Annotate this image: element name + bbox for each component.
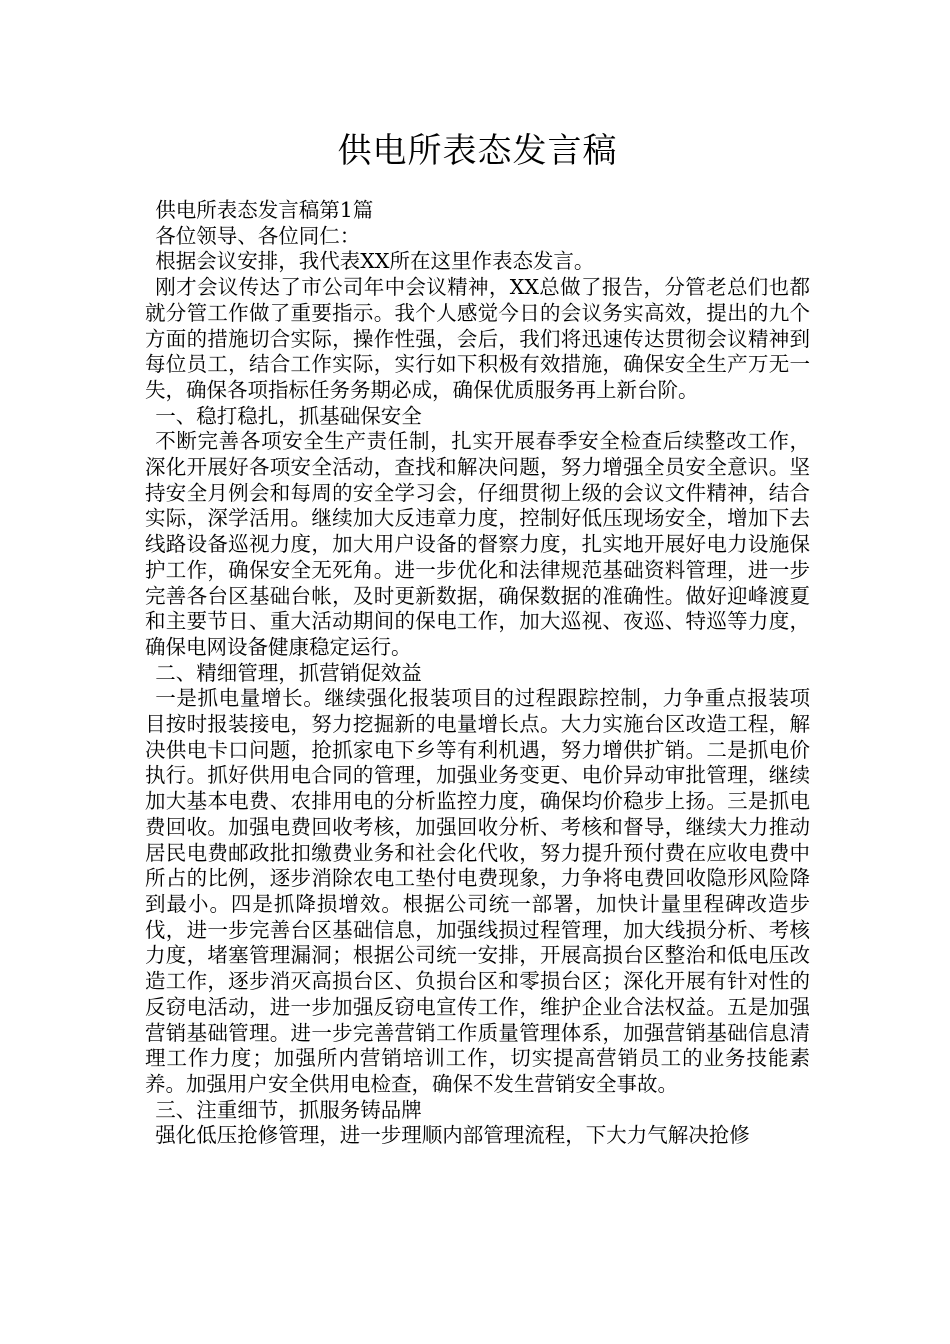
paragraph: 不断完善各项安全生产责任制，扎实开展春季安全检查后续整改工作，深化开展好各项安全活动，查找和解决问题，努力增强全员安全意识。坚持安全月例会和每周的安全学习会，仔细贯彻上级的会议文件精神，结合实际，深学活用。继续加大反违章力度，控制好低压现场安全，增加下去线路设备巡视力度，加大用户设备的督察力度，扎实地开展好电力设施保护工作，确保安全无死角。进一步优化和法律规范基础资料管理，进一步完善各台区基础台帐，及时更新数据，确保数据的准确性。做好迎峰渡夏和主要节日、重大活动期间的保电工作，加大巡视、夜巡、特巡等力度，确保电网设备健康稳定运行。 — [145, 429, 810, 659]
section-heading: 一、稳打稳扎，抓基础保安全 — [155, 403, 422, 428]
document-title: 供电所表态发言稿 — [337, 131, 618, 171]
paragraph: 强化低压抢修管理，进一步理顺内部管理流程，下大力气解决抢修 — [155, 1123, 750, 1148]
document-body — [145, 198, 810, 1149]
section-heading: 三、注重细节，抓服务铸品牌 — [155, 1097, 422, 1122]
salutation: 各位领导、各位同仁： — [155, 223, 361, 248]
section-heading: 二、精细管理，抓营销促效益 — [155, 660, 422, 685]
paragraph: 根据会议安排，我代表XX所在这里作表态发言。 — [155, 249, 595, 274]
paragraph: 一是抓电量增长。继续强化报装项目的过程跟踪控制，力争重点报装项目按时报装接电，努力挖掘新的电量增长点。大力实施台区改造工程，解决供电卡口问题，抢抓家电下乡等有利机遇，努力增供扩销。二是抓电价执行。抓好供用电合同的管理，加强业务变更、电价异动审批管理，继续加大基本电费、农排用电的分析监控力度，确保均价稳步上扬。三是抓电费回收。加强电费回收考核，加强回收分析、考核和督导，继续大力推动居民电费邮政批扣缴费业务和社会化代收，努力提升预付费在应收电费中所占的比例，逐步消除农电工垫付电费现象，力争将电费回收隐形风险降到最小。四是抓降损增效。根据公司统一部署，加快计量里程碑改造步伐，进一步完善台区基础信息，加强线损过程管理，加大线损分析、考核力度，堵塞管理漏洞；根据公司统一安排，开展高损台区整治和低电压改造工作，逐步消灭高损台区、负损台区和零损台区；深化开展有针对性的反窃电活动，进一步加强反窃电宣传工作，维护企业合法权益。五是加强营销基础管理。进一步完善营销工作质量管理体系，加强营销基础信息清理工作力度；加强所内营销培训工作，切实提高营销员工的业务技能素养。加强用户安全供用电检查，确保不发生营销安全事故。 — [145, 686, 810, 1096]
paragraph: 刚才会议传达了市公司年中会议精神，XX总做了报告，分管老总们也都就分管工作做了重要指示。我个人感觉今日的会议务实高效，提出的九个方面的措施切合实际，操作性强，会后，我们将迅速传达贯彻会议精神到每位员工，结合工作实际，实行如下积极有效措施，确保安全生产万无一失，确保各项指标任务务期必成，确保优质服务再上新台阶。 — [145, 275, 810, 402]
document-page — [145, 0, 810, 1149]
article-heading: 供电所表态发言稿第1篇 — [155, 198, 374, 222]
